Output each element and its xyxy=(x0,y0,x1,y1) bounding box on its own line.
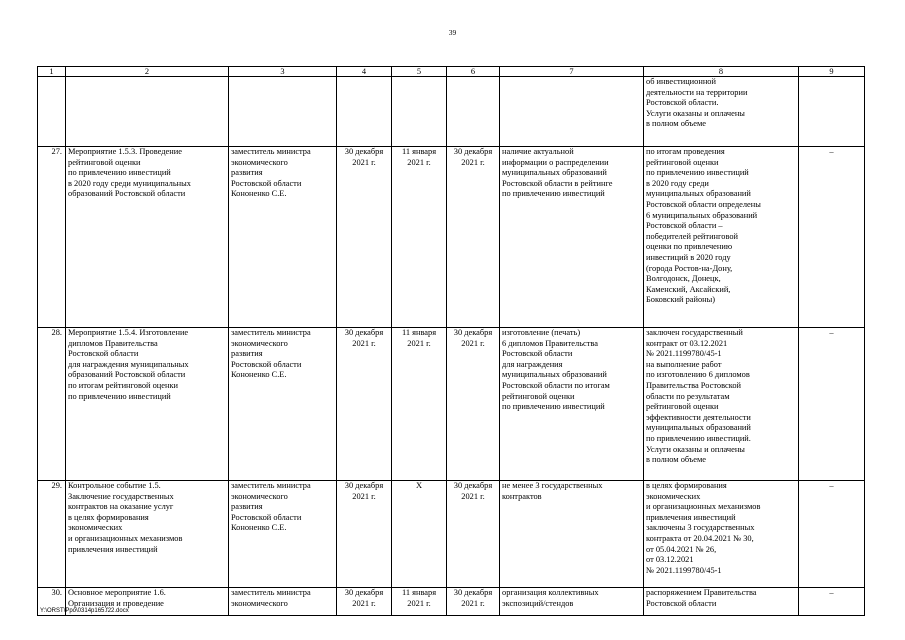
start-date-cell: 30 декабря 2021 г. xyxy=(337,328,392,481)
end-plan-cell: 11 января 2021 г. xyxy=(392,147,447,328)
column-header: 1 xyxy=(38,67,66,77)
end-fact-cell: 30 декабря 2021 г. xyxy=(447,147,500,328)
column-header: 2 xyxy=(66,67,229,77)
result-plan-cell: организация коллективных экспозиций/стендов xyxy=(500,588,644,616)
result-plan-cell: не менее 3 государственных контрактов xyxy=(500,481,644,588)
responsible-cell: заместитель министра экономического развития Ростовской области Кононенко С.Е. xyxy=(229,147,337,328)
row-number: 30. xyxy=(38,588,66,616)
column-header: 7 xyxy=(500,67,644,77)
table-row xyxy=(38,588,865,616)
result-fact-cell: распоряжением Правительства Ростовской области xyxy=(644,588,799,616)
start-date-cell: 30 декабря 2021 г. xyxy=(337,481,392,588)
column-header: 9 xyxy=(799,67,865,77)
table-row xyxy=(38,147,865,328)
notes-cell: – xyxy=(799,588,865,616)
row-number: 27. xyxy=(38,147,66,328)
column-header: 3 xyxy=(229,67,337,77)
responsible-cell: заместитель министра экономического развития Ростовской области Кононенко С.Е. xyxy=(229,481,337,588)
table-row xyxy=(38,481,865,588)
end-plan-cell: 11 января 2021 г. xyxy=(392,328,447,481)
table-row xyxy=(38,77,865,147)
result-fact-cell: по итогам проведения рейтинговой оценки по привлечению инвестиций в 2020 году среди муниципальных образований Ростовской области определены 6 муниципальных образований Ростовской области – победителей рейтинговой оценки по привлечению инвестиций в 2020 году (города Ростов-на-Дону, Волгодонск, Донецк, Каменский, Аксайский, Боковский районы) xyxy=(644,147,799,328)
column-header: 6 xyxy=(447,67,500,77)
result-fact-cell: об инвестиционной деятельности на территории Ростовской области. Услуги оказаны и оплачены в полном объеме xyxy=(644,77,799,147)
row-number: 29. xyxy=(38,481,66,588)
end-fact-cell xyxy=(447,77,500,147)
responsible-cell: заместитель министра экономического xyxy=(229,588,337,616)
end-plan-cell xyxy=(392,77,447,147)
start-date-cell: 30 декабря 2021 г. xyxy=(337,147,392,328)
responsible-cell xyxy=(229,77,337,147)
result-plan-cell: наличие актуальной информации о распределении муниципальных образований Ростовской области в рейтинге по привлечению инвестиций xyxy=(500,147,644,328)
column-header: 8 xyxy=(644,67,799,77)
column-header-row xyxy=(38,67,865,77)
start-date-cell xyxy=(337,77,392,147)
event-cell: Мероприятие 1.5.4. Изготовление дипломов Правительства Ростовской области для награждения муниципальных образований Ростовской области по итогам рейтинговой оценки по привлечению инвестиций xyxy=(66,328,229,481)
notes-cell xyxy=(799,77,865,147)
event-cell xyxy=(66,77,229,147)
end-fact-cell: 30 декабря 2021 г. xyxy=(447,328,500,481)
page-number: 39 xyxy=(448,28,457,37)
start-date-cell: 30 декабря 2021 г. xyxy=(337,588,392,616)
end-plan-cell: Х xyxy=(392,481,447,588)
result-plan-cell: изготовление (печать) 6 дипломов Правительства Ростовской области для награждения муниципальных образований Ростовской области по итогам рейтинговой оценки по привлечению инвестиций xyxy=(500,328,644,481)
result-fact-cell: заключен государственный контракт от 03.12.2021 № 2021.1199780/45-1 на выполнение работ по изготовлению 6 дипломов Правительства Ростовской области по результатам рейтинговой оценки эффективности деятельности муниципальных образований по привлечению инвестиций. Услуги оказаны и оплачены в полном объеме xyxy=(644,328,799,481)
notes-cell: – xyxy=(799,481,865,588)
event-cell: Мероприятие 1.5.3. Проведение рейтинговой оценки по привлечению инвестиций в 2020 году среди муниципальных образований Ростовской области xyxy=(66,147,229,328)
result-fact-cell: в целях формирования экономических и организационных механизмов привлечения инвестиций заключены 3 государственных контракта от 20.04.2021 № 30, от 05.04.2021 № 26, от 03.12.2021 № 2021.1199780/45-1 xyxy=(644,481,799,588)
row-number: 28. xyxy=(38,328,66,481)
notes-cell: – xyxy=(799,147,865,328)
event-cell: Основное мероприятие 1.6. Организация и проведение xyxy=(66,588,229,616)
row-number xyxy=(38,77,66,147)
end-fact-cell: 30 декабря 2021 г. xyxy=(447,588,500,616)
responsible-cell: заместитель министра экономического развития Ростовской области Кононенко С.Е. xyxy=(229,328,337,481)
table-row xyxy=(38,328,865,481)
end-fact-cell: 30 декабря 2021 г. xyxy=(447,481,500,588)
document-path: Y:\ORST\Ppo\0314p165.f22.docx xyxy=(40,608,129,614)
end-plan-cell: 11 января 2021 г. xyxy=(392,588,447,616)
column-header: 4 xyxy=(337,67,392,77)
column-header: 5 xyxy=(392,67,447,77)
notes-cell: – xyxy=(799,328,865,481)
report-table xyxy=(37,66,865,616)
result-plan-cell xyxy=(500,77,644,147)
event-cell: Контрольное событие 1.5. Заключение государственных контрактов на оказание услуг в целях формирования экономических и организационных механизмов привлечения инвестиций xyxy=(66,481,229,588)
